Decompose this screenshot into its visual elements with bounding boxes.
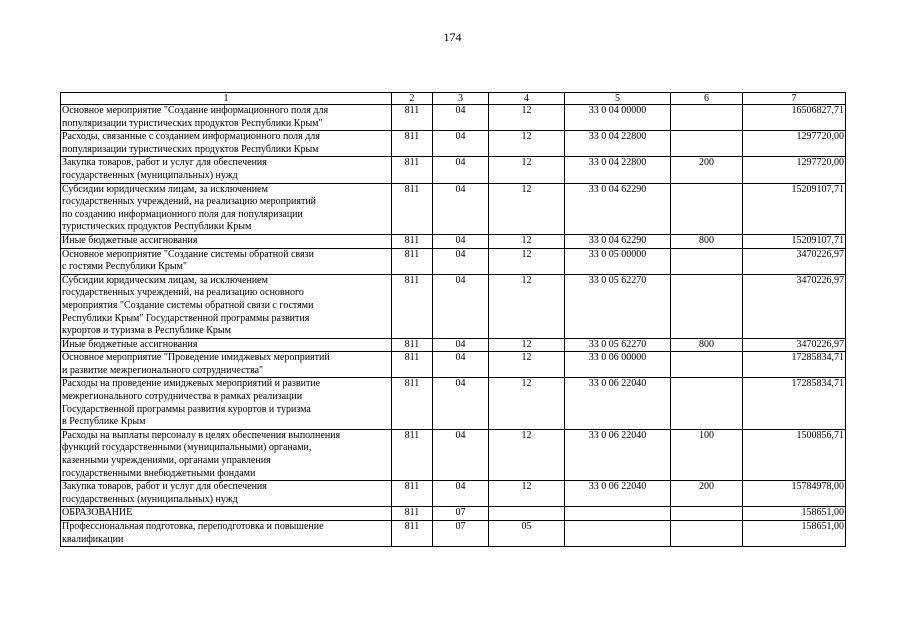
row-name-line: Закупка товаров, работ и услуг для обеспечения <box>62 481 267 493</box>
expense-type-cell <box>671 521 743 547</box>
section-cell: 04 <box>433 131 489 157</box>
ved-cell: 811 <box>392 521 433 547</box>
row-name-cell <box>61 234 392 248</box>
table-row <box>61 157 846 183</box>
table-row <box>61 105 846 131</box>
expense-type-cell <box>671 131 743 157</box>
row-name-line: Иные бюджетные ассигнования <box>62 338 198 350</box>
row-name-line: Государственной программы развития курортов и туризма <box>62 403 311 415</box>
target-article-cell <box>565 521 671 547</box>
amount-cell: 158651,00 <box>743 507 846 521</box>
row-name-line: Основное мероприятие "Создание информационного поля для <box>62 105 329 116</box>
target-article-cell: 33 0 05 62270 <box>565 338 671 352</box>
row-name-cell <box>61 131 392 157</box>
row-name-line: мероприятия "Создание системы обратной связи с гостями <box>62 299 314 311</box>
table-row <box>61 234 846 248</box>
table-row <box>61 274 846 338</box>
row-name-line: государственных учреждений, на реализацию мероприятий <box>62 196 317 208</box>
row-name-cell <box>61 248 392 274</box>
row-name-line: государственных (муниципальных) нужд <box>62 493 238 505</box>
target-article-cell <box>565 507 671 521</box>
expense-type-cell <box>671 274 743 338</box>
ved-cell: 811 <box>392 157 433 183</box>
row-name-line: курортов и туризма в Республике Крым <box>62 325 231 337</box>
ved-cell: 811 <box>392 274 433 338</box>
row-name-line: квалификации <box>62 533 124 545</box>
target-article-cell: 33 0 04 62290 <box>565 234 671 248</box>
section-cell: 07 <box>433 521 489 547</box>
amount-cell: 3470226,97 <box>743 338 846 352</box>
amount-cell: 15209107,71 <box>743 234 846 248</box>
target-article-cell: 33 0 04 22800 <box>565 131 671 157</box>
table-header-row <box>61 93 846 105</box>
target-article-cell: 33 0 05 62270 <box>565 274 671 338</box>
row-name-line: межрегионального сотрудничества в рамках реализации <box>62 391 303 403</box>
amount-cell: 158651,00 <box>743 521 846 547</box>
row-name-line: популяризации туристических продуктов Республики Крым" <box>62 117 323 129</box>
ved-cell: 811 <box>392 338 433 352</box>
row-name-line: государственных учреждений, на реализацию основного <box>62 287 304 299</box>
section-cell: 04 <box>433 105 489 131</box>
column-header-1: 1 <box>61 93 392 105</box>
column-header-7: 7 <box>743 93 846 105</box>
expense-type-cell <box>671 352 743 378</box>
target-article-cell: 33 0 05 00000 <box>565 248 671 274</box>
subsection-cell: 12 <box>489 429 565 480</box>
subsection-cell: 12 <box>489 274 565 338</box>
column-header-3: 3 <box>433 93 489 105</box>
table-row <box>61 507 846 521</box>
subsection-cell: 12 <box>489 157 565 183</box>
row-name-line: Субсидии юридическим лицам, за исключением <box>62 183 268 195</box>
subsection-cell: 12 <box>489 105 565 131</box>
target-article-cell: 33 0 06 22040 <box>565 429 671 480</box>
column-header-5: 5 <box>565 93 671 105</box>
section-cell: 04 <box>433 338 489 352</box>
row-name-cell <box>61 507 392 521</box>
table-row <box>61 429 846 480</box>
subsection-cell: 12 <box>489 131 565 157</box>
section-cell: 04 <box>433 274 489 338</box>
row-name-line: Субсидии юридическим лицам, за исключением <box>62 274 268 286</box>
amount-cell: 3470226,97 <box>743 274 846 338</box>
expense-type-cell <box>671 183 743 234</box>
row-name-line: с гостями Республики Крым" <box>62 261 187 273</box>
subsection-cell: 12 <box>489 338 565 352</box>
column-header-4: 4 <box>489 93 565 105</box>
row-name-line: по созданию информационного поля для популяризации <box>62 208 303 220</box>
row-name-cell <box>61 481 392 507</box>
table-row <box>61 183 846 234</box>
expense-type-cell <box>671 507 743 521</box>
ved-cell: 811 <box>392 352 433 378</box>
subsection-cell: 05 <box>489 521 565 547</box>
ved-cell: 811 <box>392 234 433 248</box>
expense-type-cell: 100 <box>671 429 743 480</box>
expense-type-cell: 800 <box>671 234 743 248</box>
table-row <box>61 521 846 547</box>
target-article-cell: 33 0 06 22040 <box>565 378 671 429</box>
row-name-cell <box>61 183 392 234</box>
row-name-line: в Республике Крым <box>62 416 146 428</box>
ved-cell: 811 <box>392 105 433 131</box>
column-header-2: 2 <box>392 93 433 105</box>
amount-cell: 1297720,00 <box>743 157 846 183</box>
row-name-cell <box>61 274 392 338</box>
row-name-cell <box>61 378 392 429</box>
amount-cell: 17285834,71 <box>743 378 846 429</box>
row-name-line: Иные бюджетные ассигнования <box>62 234 198 246</box>
target-article-cell: 33 0 06 22040 <box>565 481 671 507</box>
subsection-cell: 12 <box>489 352 565 378</box>
table-row <box>61 481 846 507</box>
subsection-cell: 12 <box>489 481 565 507</box>
amount-cell: 1500856,71 <box>743 429 846 480</box>
target-article-cell: 33 0 04 22800 <box>565 157 671 183</box>
row-name-line: Основное мероприятие "Создание системы обратной связи <box>62 248 314 260</box>
ved-cell: 811 <box>392 481 433 507</box>
section-cell: 04 <box>433 183 489 234</box>
section-cell: 07 <box>433 507 489 521</box>
subsection-cell: 12 <box>489 234 565 248</box>
row-name-line: Расходы на выплаты персоналу в целях обеспечения выполнения <box>62 429 341 441</box>
row-name-line: Расходы, связанные с созданием информационного поля для <box>62 131 320 143</box>
ved-cell: 811 <box>392 378 433 429</box>
target-article-cell: 33 0 04 62290 <box>565 183 671 234</box>
row-name-cell <box>61 157 392 183</box>
expense-type-cell: 200 <box>671 157 743 183</box>
row-name-line: Профессиональная подготовка, переподготовка и повышение <box>62 521 324 532</box>
row-name-cell <box>61 105 392 131</box>
row-name-line: туристических продуктов Республики Крым <box>62 221 252 233</box>
row-name-cell <box>61 521 392 547</box>
row-name-line: государственных (муниципальных) нужд <box>62 169 238 181</box>
row-name-line: Республики Крым" Государственной программы развития <box>62 312 310 324</box>
row-name-line: функций государственными (муниципальными) органами, <box>62 442 312 454</box>
target-article-cell: 33 0 04 00000 <box>565 105 671 131</box>
ved-cell: 811 <box>392 131 433 157</box>
section-cell: 04 <box>433 429 489 480</box>
table-row <box>61 352 846 378</box>
table-row <box>61 338 846 352</box>
amount-cell: 15784978,00 <box>743 481 846 507</box>
row-name-cell <box>61 338 392 352</box>
target-article-cell: 33 0 06 00000 <box>565 352 671 378</box>
subsection-cell: 12 <box>489 183 565 234</box>
row-name-line: казенными учреждениями, органами управления <box>62 455 271 467</box>
budget-table <box>60 92 846 547</box>
row-name-line: и развитие межрегионального сотрудничества" <box>62 364 264 376</box>
subsection-cell: 12 <box>489 378 565 429</box>
row-name-line: популяризации туристических продуктов Республики Крым <box>62 143 319 155</box>
section-cell: 04 <box>433 234 489 248</box>
section-cell: 04 <box>433 157 489 183</box>
expense-type-cell: 800 <box>671 338 743 352</box>
row-name-line: государственными внебюджетными фондами <box>62 467 256 479</box>
ved-cell: 811 <box>392 507 433 521</box>
ved-cell: 811 <box>392 183 433 234</box>
expense-type-cell <box>671 248 743 274</box>
row-name-cell <box>61 352 392 378</box>
row-name-line: Основное мероприятие "Проведение имиджевых мероприятий <box>62 352 330 364</box>
row-name-cell <box>61 429 392 480</box>
page-number: 174 <box>443 30 462 44</box>
column-header-6: 6 <box>671 93 743 105</box>
table-row <box>61 378 846 429</box>
expense-type-cell <box>671 105 743 131</box>
expense-type-cell <box>671 378 743 429</box>
amount-cell: 16506827,71 <box>743 105 846 131</box>
amount-cell: 17285834,71 <box>743 352 846 378</box>
table-row <box>61 131 846 157</box>
subsection-cell <box>489 507 565 521</box>
row-name-line: ОБРАЗОВАНИЕ <box>62 507 133 519</box>
table-body <box>61 105 846 547</box>
ved-cell: 811 <box>392 429 433 480</box>
row-name-line: Закупка товаров, работ и услуг для обеспечения <box>62 157 267 169</box>
subsection-cell: 12 <box>489 248 565 274</box>
expense-type-cell: 200 <box>671 481 743 507</box>
section-cell: 04 <box>433 378 489 429</box>
section-cell: 04 <box>433 352 489 378</box>
ved-cell: 811 <box>392 248 433 274</box>
section-cell: 04 <box>433 248 489 274</box>
row-name-line: Расходы на проведение имиджевых мероприятий и развитие <box>62 378 321 390</box>
section-cell: 04 <box>433 481 489 507</box>
amount-cell: 15209107,71 <box>743 183 846 234</box>
table-row <box>61 248 846 274</box>
amount-cell: 3470226,97 <box>743 248 846 274</box>
amount-cell: 1297720,00 <box>743 131 846 157</box>
